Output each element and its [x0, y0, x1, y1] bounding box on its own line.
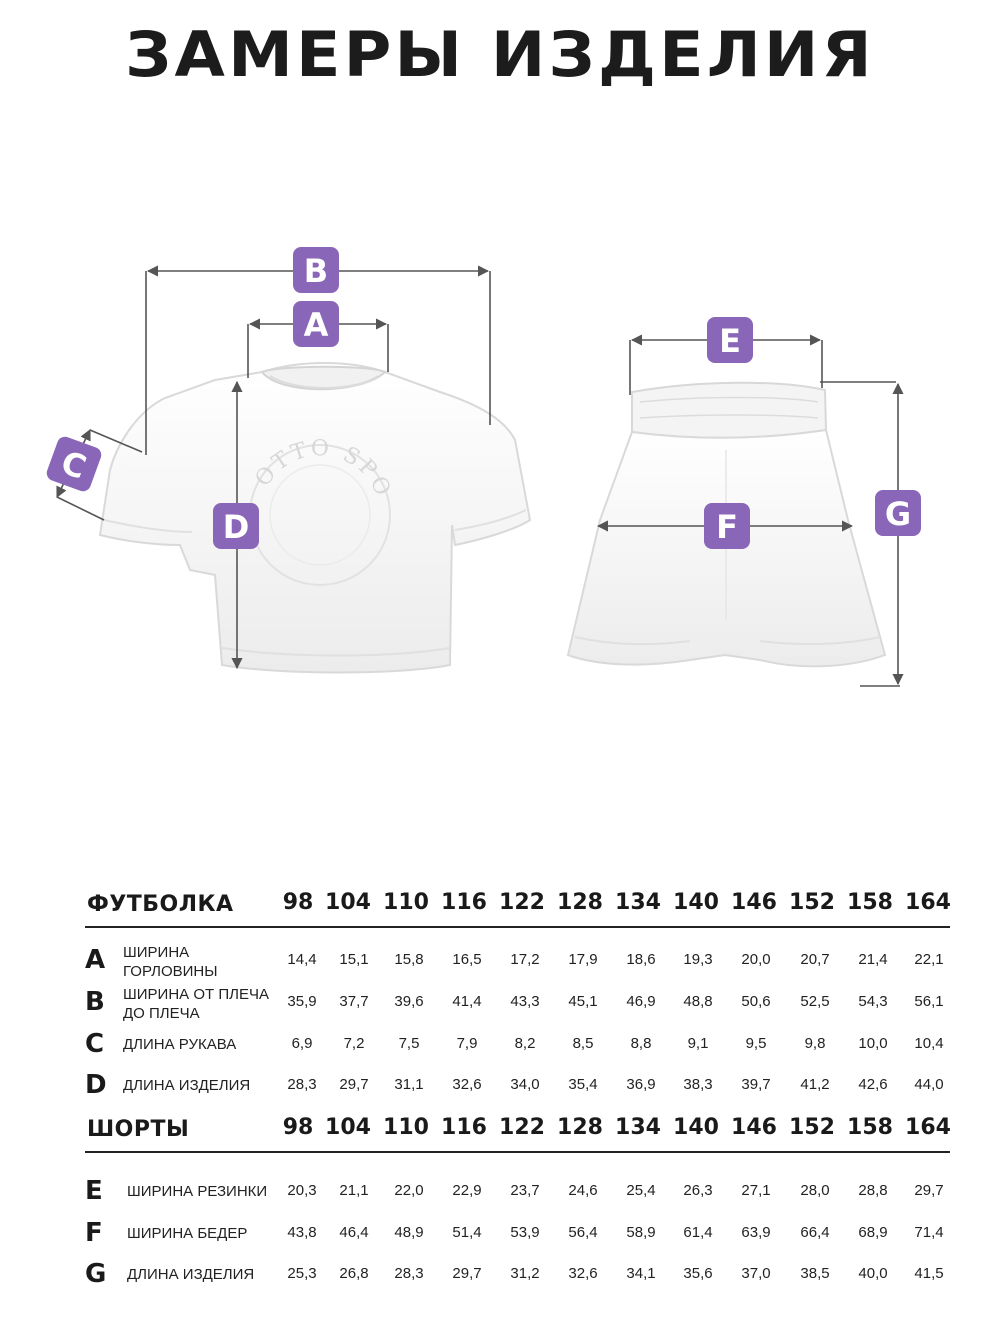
table-row [85, 1257, 950, 1297]
table-cell: 41,5 [914, 1265, 944, 1282]
page-title: ЗАМЕРЫ ИЗДЕЛИЯ [125, 18, 875, 91]
size-heading: 110 [383, 890, 429, 915]
table-cell: 7,9 [456, 1035, 478, 1052]
badge-b [293, 247, 339, 293]
table-cell: 9,5 [745, 1035, 767, 1052]
tshirt-size-header [85, 892, 950, 928]
size-heading: 98 [282, 890, 314, 915]
badge-c [45, 435, 104, 494]
table-cell: 28,3 [287, 1076, 317, 1093]
table-cell: 20,0 [741, 951, 771, 968]
table-cell: 31,1 [394, 1076, 424, 1093]
shorts-section-title: ШОРТЫ [87, 1117, 190, 1142]
table-cell: 50,6 [741, 993, 771, 1010]
size-heading: 104 [325, 1115, 371, 1140]
table-cell: 6,9 [291, 1035, 313, 1052]
row-label: ШИРИНА РЕЗИНКИ [127, 1183, 268, 1200]
table-cell: 43,8 [287, 1224, 317, 1241]
size-heading: 164 [905, 1115, 951, 1140]
table-cell: 28,0 [800, 1182, 830, 1199]
table-cell: 56,1 [914, 993, 944, 1010]
svg-text:B: B [303, 252, 329, 290]
row-letter: E [85, 1176, 103, 1206]
table-cell: 22,1 [914, 951, 944, 968]
table-cell: 48,9 [394, 1224, 424, 1241]
table-cell: 22,9 [452, 1182, 482, 1199]
svg-text:D: D [222, 508, 250, 546]
table-cell: 29,7 [339, 1076, 369, 1093]
svg-text:G: G [884, 495, 912, 533]
table-row [85, 985, 950, 1025]
table-cell: 9,1 [687, 1035, 709, 1052]
table-cell: 31,2 [510, 1265, 540, 1282]
table-cell: 56,4 [568, 1224, 598, 1241]
size-heading: 128 [557, 890, 603, 915]
table-cell: 39,7 [741, 1076, 771, 1093]
badge-a [293, 301, 339, 347]
size-heading: 122 [499, 1115, 545, 1140]
table-cell: 22,0 [394, 1182, 424, 1199]
table-cell: 29,7 [914, 1182, 944, 1199]
row-label: ДЛИНА ИЗДЕЛИЯ [123, 1077, 251, 1094]
table-cell: 20,3 [287, 1182, 317, 1199]
size-heading: 98 [282, 1115, 314, 1140]
table-cell: 25,4 [626, 1182, 656, 1199]
svg-text:C: C [56, 443, 92, 487]
table-cell: 7,5 [398, 1035, 420, 1052]
table-cell: 54,3 [858, 993, 888, 1010]
table-row [85, 943, 950, 983]
table-cell: 15,1 [339, 951, 369, 968]
row-letter: B [85, 987, 105, 1017]
table-cell: 10,0 [858, 1035, 888, 1052]
row-label: ДЛИНА РУКАВА [123, 1036, 237, 1053]
table-cell: 8,8 [630, 1035, 652, 1052]
table-cell: 53,9 [510, 1224, 540, 1241]
row-letter: C [85, 1029, 105, 1059]
table-cell: 46,9 [626, 993, 656, 1010]
table-row [85, 1174, 950, 1214]
badge-g [875, 490, 921, 536]
table-cell: 35,9 [287, 993, 317, 1010]
table-cell: 51,4 [452, 1224, 482, 1241]
size-heading: 164 [905, 890, 951, 915]
table-cell: 36,9 [626, 1076, 656, 1093]
size-heading: 146 [731, 890, 777, 915]
size-heading: 116 [441, 1115, 487, 1140]
table-cell: 52,5 [800, 993, 830, 1010]
table-cell: 18,6 [626, 951, 656, 968]
table-cell: 23,7 [510, 1182, 540, 1199]
table-cell: 40,0 [858, 1265, 888, 1282]
table-cell: 39,6 [394, 993, 424, 1010]
table-cell: 71,4 [914, 1224, 944, 1241]
table-cell: 28,3 [394, 1265, 424, 1282]
table-cell: 7,2 [343, 1035, 365, 1052]
table-row [85, 1027, 950, 1067]
table-cell: 20,7 [800, 951, 830, 968]
table-cell: 21,1 [339, 1182, 369, 1199]
table-cell: 42,6 [858, 1076, 888, 1093]
badge-f [704, 503, 750, 549]
table-cell: 28,8 [858, 1182, 888, 1199]
table-cell: 29,7 [452, 1265, 482, 1282]
size-heading: 158 [847, 1115, 893, 1140]
shorts-size-header [85, 1117, 950, 1153]
size-heading: 152 [789, 1115, 835, 1140]
table-cell: 8,2 [514, 1035, 536, 1052]
table-cell: 26,8 [339, 1265, 369, 1282]
size-heading: 140 [673, 1115, 719, 1140]
row-label: ДЛИНА ИЗДЕЛИЯ [127, 1266, 255, 1283]
table-cell: 41,4 [452, 993, 482, 1010]
table-cell: 61,4 [683, 1224, 713, 1241]
table-cell: 35,6 [683, 1265, 713, 1282]
table-cell: 26,3 [683, 1182, 713, 1199]
size-heading: 116 [441, 890, 487, 915]
badge-e [707, 317, 753, 363]
table-cell: 58,9 [626, 1224, 656, 1241]
row-letter: G [85, 1259, 107, 1289]
table-cell: 34,0 [510, 1076, 540, 1093]
table-cell: 37,0 [741, 1265, 771, 1282]
watermark-text: OTTO SPO [250, 436, 397, 503]
badge-d [213, 503, 259, 549]
table-cell: 45,1 [568, 993, 598, 1010]
garment-diagram [0, 230, 1000, 700]
table-cell: 19,3 [683, 951, 713, 968]
table-cell: 48,8 [683, 993, 713, 1010]
table-cell: 24,6 [568, 1182, 598, 1199]
row-label: ШИРИНА ГОРЛОВИНЫ [123, 944, 218, 980]
table-cell: 14,4 [287, 951, 317, 968]
table-cell: 10,4 [914, 1035, 944, 1052]
size-heading: 134 [615, 1115, 661, 1140]
table-cell: 25,3 [287, 1265, 317, 1282]
size-heading: 110 [383, 1115, 429, 1140]
size-heading: 128 [557, 1115, 603, 1140]
table-cell: 32,6 [452, 1076, 482, 1093]
table-cell: 41,2 [800, 1076, 830, 1093]
table-cell: 63,9 [741, 1224, 771, 1241]
row-letter: D [85, 1070, 107, 1100]
table-cell: 27,1 [741, 1182, 771, 1199]
row-label: ШИРИНА ОТ ПЛЕЧА ДО ПЛЕЧА [123, 986, 269, 1022]
table-cell: 37,7 [339, 993, 369, 1010]
table-cell: 44,0 [914, 1076, 944, 1093]
size-heading: 104 [325, 890, 371, 915]
size-heading: 146 [731, 1115, 777, 1140]
table-cell: 21,4 [858, 951, 888, 968]
row-letter: F [85, 1218, 103, 1248]
tshirt-section-title: ФУТБОЛКА [87, 892, 234, 917]
table-cell: 16,5 [452, 951, 482, 968]
table-cell: 32,6 [568, 1265, 598, 1282]
table-row [85, 1216, 950, 1256]
table-cell: 38,5 [800, 1265, 830, 1282]
size-heading: 158 [847, 890, 893, 915]
table-row [85, 1068, 950, 1108]
svg-text:F: F [716, 508, 738, 546]
size-heading: 152 [789, 890, 835, 915]
size-heading: 140 [673, 890, 719, 915]
table-cell: 17,9 [568, 951, 598, 968]
svg-text:A: A [303, 306, 329, 344]
row-label: ШИРИНА БЕДЕР [127, 1225, 248, 1242]
table-cell: 34,1 [626, 1265, 656, 1282]
size-heading: 134 [615, 890, 661, 915]
table-cell: 43,3 [510, 993, 540, 1010]
size-heading: 122 [499, 890, 545, 915]
row-letter: A [85, 945, 106, 975]
table-cell: 15,8 [394, 951, 424, 968]
table-cell: 8,5 [572, 1035, 594, 1052]
svg-text:E: E [719, 322, 741, 360]
table-cell: 35,4 [568, 1076, 598, 1093]
table-cell: 9,8 [804, 1035, 826, 1052]
table-cell: 46,4 [339, 1224, 369, 1241]
table-cell: 66,4 [800, 1224, 830, 1241]
table-cell: 68,9 [858, 1224, 888, 1241]
table-cell: 38,3 [683, 1076, 713, 1093]
table-cell: 17,2 [510, 951, 540, 968]
